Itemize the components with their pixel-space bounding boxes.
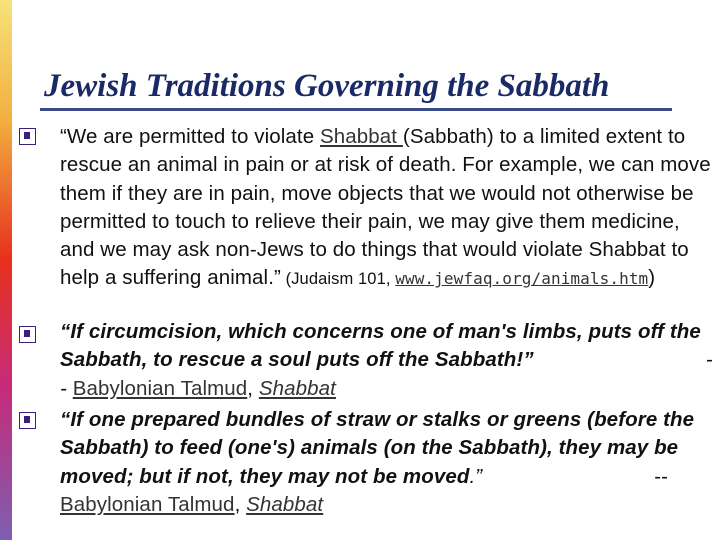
bullet-item-2 — [60, 318, 716, 403]
shabbat-link[interactable]: Shabbat — [320, 125, 403, 148]
tractate-link[interactable]: Shabbat — [246, 492, 324, 516]
title-underline — [40, 108, 672, 111]
bullet-item-3 — [60, 406, 716, 519]
citation-url-link[interactable]: www.jewfaq.org/animals.htm — [395, 269, 649, 289]
attribution-sep: , — [247, 376, 259, 400]
talmud-quote-2: “If one prepared bundles of straw or stalks or greens (before the Sabbath) to feed (one's) animals (on the Sabbath), they may be moved; but if not, they may not be moved — [60, 408, 695, 488]
tractate-link[interactable]: Shabbat — [258, 376, 336, 400]
quote-text-start: “We are permitted to violate — [60, 125, 321, 148]
bullet-item-1 — [60, 123, 716, 294]
source-link[interactable]: Babylonian Talmud — [60, 492, 235, 516]
attribution-prefix: -- — [654, 464, 669, 488]
slide-title: Jewish Traditions Governing the Sabbath — [44, 68, 610, 104]
citation-open: (Judaism 101, — [280, 270, 396, 289]
attribution-sep: , — [234, 492, 247, 516]
quote-end: .” — [469, 464, 483, 488]
citation-close: ) — [648, 266, 656, 290]
quote-text-body: (Sabbath) to a limited extent to rescue an animal in pain or at risk of death. For example, we can move them if they are in pain, move objects that we would not otherwise be permitted to touch to relieve their pain, we may give them medicine, and we may ask non-Jews to do things that would violate Shabbat to help a suffering animal.” — [60, 125, 711, 290]
decorative-side-strip — [0, 0, 12, 540]
bullet-square-icon — [19, 128, 36, 145]
attribution-prefix: -- — [60, 348, 713, 400]
bullet-square-icon — [19, 412, 36, 429]
talmud-quote-1: “If circumcision, which concerns one of man's limbs, puts off the Sabbath, to rescue a soul puts off the Sabbath!” — [60, 320, 701, 372]
source-link[interactable]: Babylonian Talmud — [72, 376, 248, 400]
bullet-square-icon — [19, 326, 36, 343]
